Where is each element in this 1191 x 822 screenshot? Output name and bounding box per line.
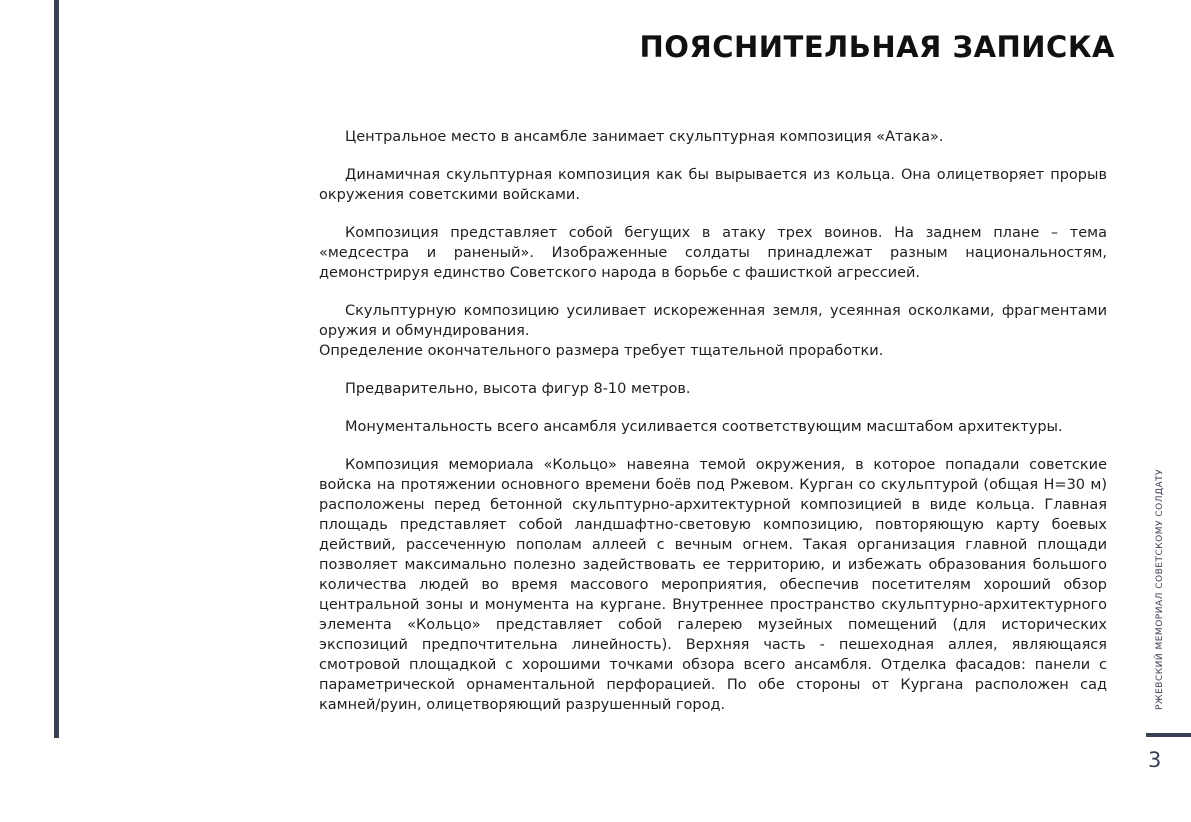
explanatory-note-body [319,127,1107,715]
paragraph-final-size: Определение окончательного размера требует тщательной проработки. [319,343,884,359]
paragraph-figure-height: Предварительно, высота фигур 8-10 метров. [345,381,691,397]
vertical-side-caption: РЖЕВСКИЙ МЕМОРИАЛ СОВЕТСКОМУ СОЛДАТУ [1155,468,1165,710]
paragraph-dynamic-composition: Динамичная скульптурная композиция как бы вырывается из кольца. Она олицетворяет прорыв окружения советскими войсками. [319,167,1107,203]
paragraph-central-place: Центральное место в ансамбле занимает скульптурная композиция «Атака». [345,129,944,145]
paragraph-three-soldiers: Композиция представляет собой бегущих в атаку трех воинов. На заднем плане – тема «медсестра и раненый». Изображенные солдаты принадлежат разным национальностям, демонстрируя единство Советского народа в борьбе с фашисткой агрессией. [319,225,1107,281]
page-number-rule [1146,733,1191,737]
paragraph-ring-memorial: Композиция мемориала «Кольцо» навеяна темой окружения, в которое попадали советские войска на протяжении основного времени боёв под Ржевом. Курган со скульптурой (общая Н=30 м) расположены перед бетонной скульптурно-архитектурной композицией в виде кольца. Главная площадь представляет собой ландшафтно-световую композицию, повторяющую карту боевых действий, рассеченную пополам аллеей с вечным огнем. Такая организация главной площади позволяет максимально полезно задействовать ее территорию, и избежать образования большого количества людей во время массового мероприятия, обеспечив посетителям хороший обзор центральной зоны и монумента на кургане. Внутреннее пространство скульптурно-архитектурного элемента «Кольцо» представляет собой галерею музейных помещений (для исторических экспозиций предпочтительна линейность). Верхняя часть - пешеходная аллея, являющаяся смотровой площадкой с хорошими точками обзора всего ансамбля. Отделка фасадов: панели с параметрической орнаментальной перфорацией. По обе стороны от Кургана расположен сад камней/руин, олицетворяющий разрушенный город. [319,457,1107,713]
paragraph-monumentality: Монументальность всего ансамбля усиливается соответствующим масштабом архитектуры. [345,419,1063,435]
paragraph-damaged-ground: Скульптурную композицию усиливает искореженная земля, усеянная осколками, фрагментами оружия и обмундирования. [319,303,1107,339]
page-number: 3 [1148,748,1162,772]
page-title: ПОЯСНИТЕЛЬНАЯ ЗАПИСКА [639,30,1115,64]
left-margin-rule [54,0,59,738]
